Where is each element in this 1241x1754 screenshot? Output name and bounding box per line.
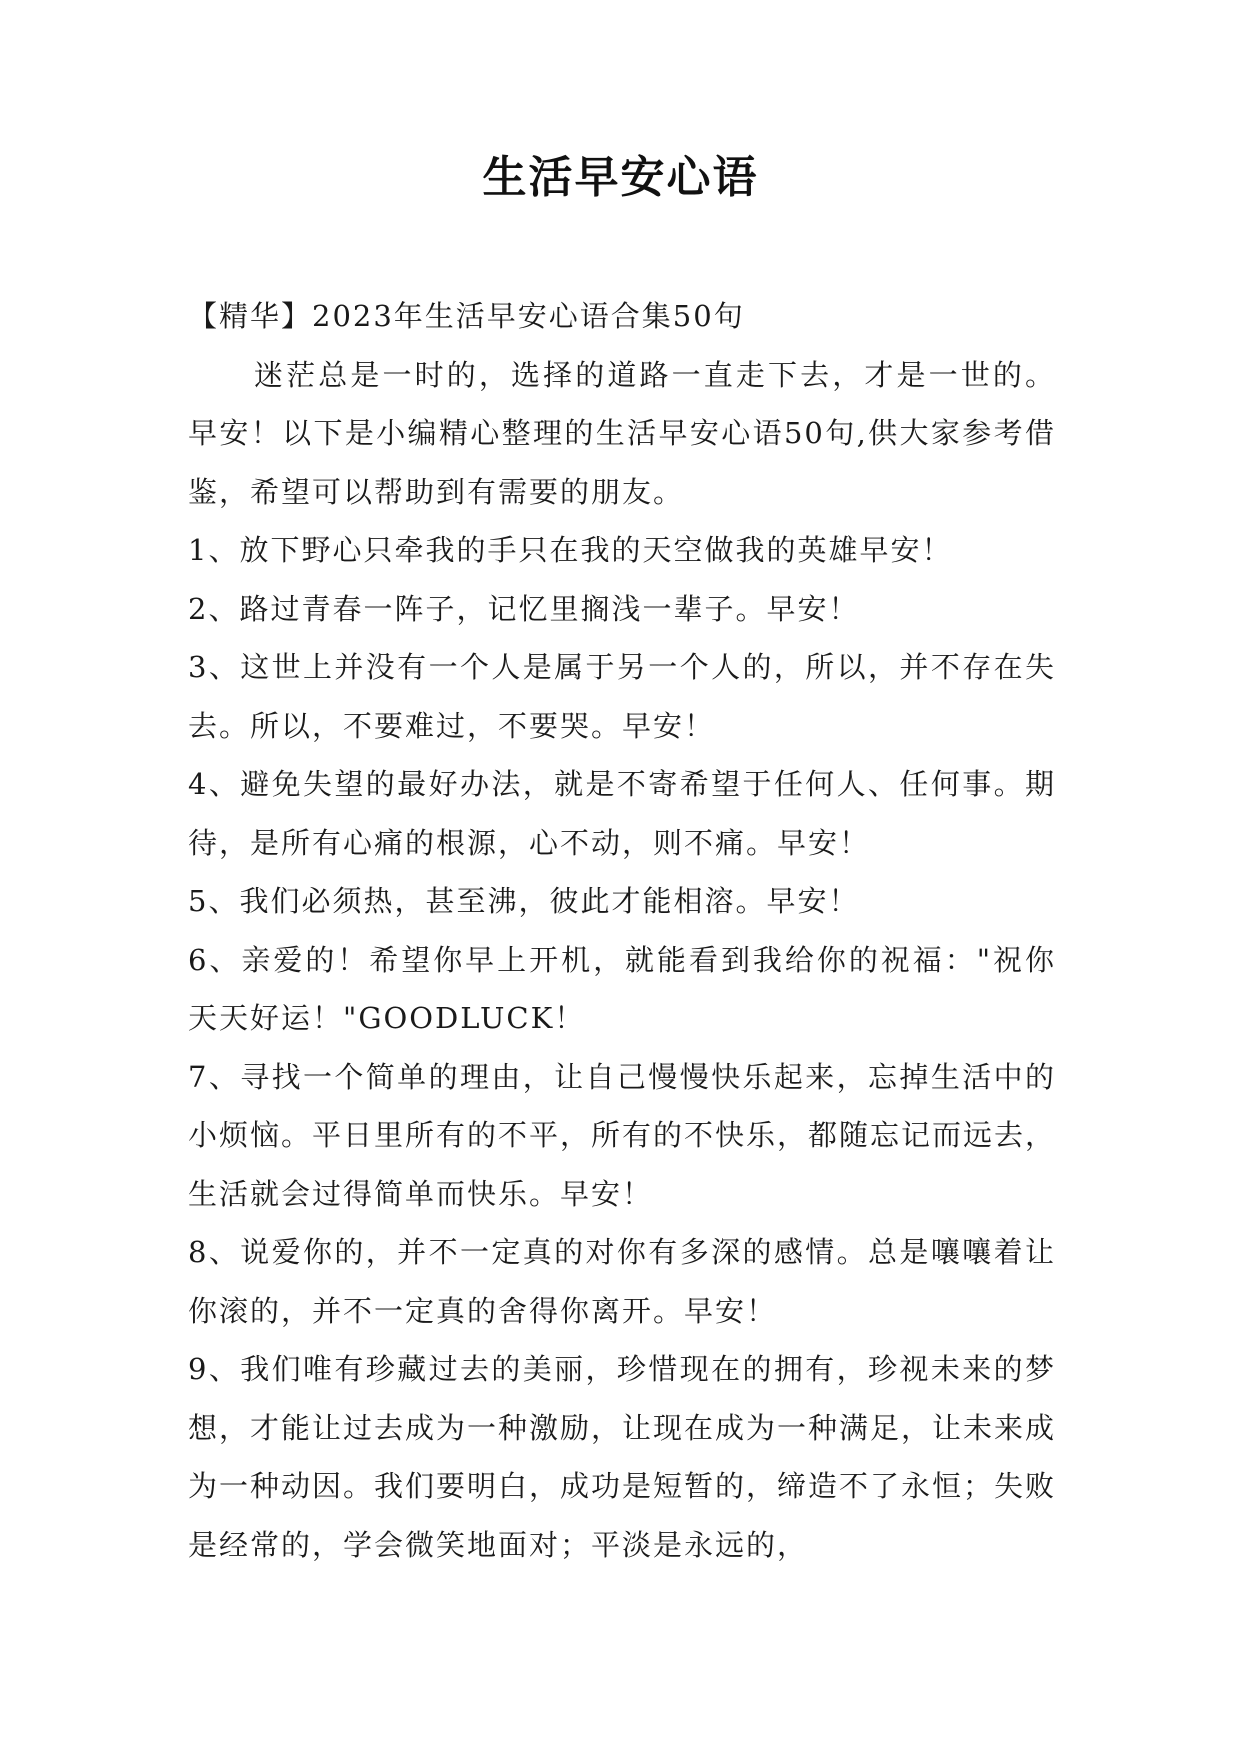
document-title: 生活早安心语 [482,152,759,203]
document-body [188,287,1056,1574]
list-item-5: 5、我们必须热，甚至沸，彼此才能相溶。早安！ [188,884,860,918]
list-item-7: 7、寻找一个简单的理由，让自己慢慢快乐起来，忘掉生活中的小烦恼。平日里所有的不平，所有的不快乐，都随忘记而远去，生活就会过得简单而快乐。早安！ [188,1059,1057,1211]
document-subtitle: 【精华】2023年生活早安心语合集50句 [188,299,745,333]
intro-paragraph: 迷茫总是一时的，选择的道路一直走下去，才是一世的。早安！以下是小编精心整理的生活早安心语50句,供大家参考借鉴，希望可以帮助到有需要的朋友。 [188,357,1056,509]
list-item-1: 1、放下野心只牵我的手只在我的天空做我的英雄早安！ [188,533,953,567]
list-item-6: 6、亲爱的！希望你早上开机，就能看到我给你的祝福："祝你天天好运！"GOODLUCK！ [188,942,1056,1035]
list-item-3: 3、这世上并没有一个人是属于另一个人的，所以，并不存在失去。所以，不要难过，不要哭。早安！ [188,650,1056,743]
list-item-4: 4、避免失望的最好办法，就是不寄希望于任何人、任何事。期待，是所有心痛的根源，心不动，则不痛。早安！ [188,767,1056,860]
list-item-8: 8、说爱你的，并不一定真的对你有多深的感情。总是嚷嚷着让你滚的，并不一定真的舍得你离开。早安！ [188,1235,1056,1328]
list-item-2: 2、路过青春一阵子，记忆里搁浅一辈子。早安！ [188,591,860,626]
list-item-9: 9、我们唯有珍藏过去的美丽，珍惜现在的拥有，珍视未来的梦想，才能让过去成为一种激励，让现在成为一种满足，让未来成为一种动因。我们要明白，成功是短暂的，缔造不了永恒；失败是经常的，学会微笑地面对；平淡是永远的， [188,1352,1057,1562]
